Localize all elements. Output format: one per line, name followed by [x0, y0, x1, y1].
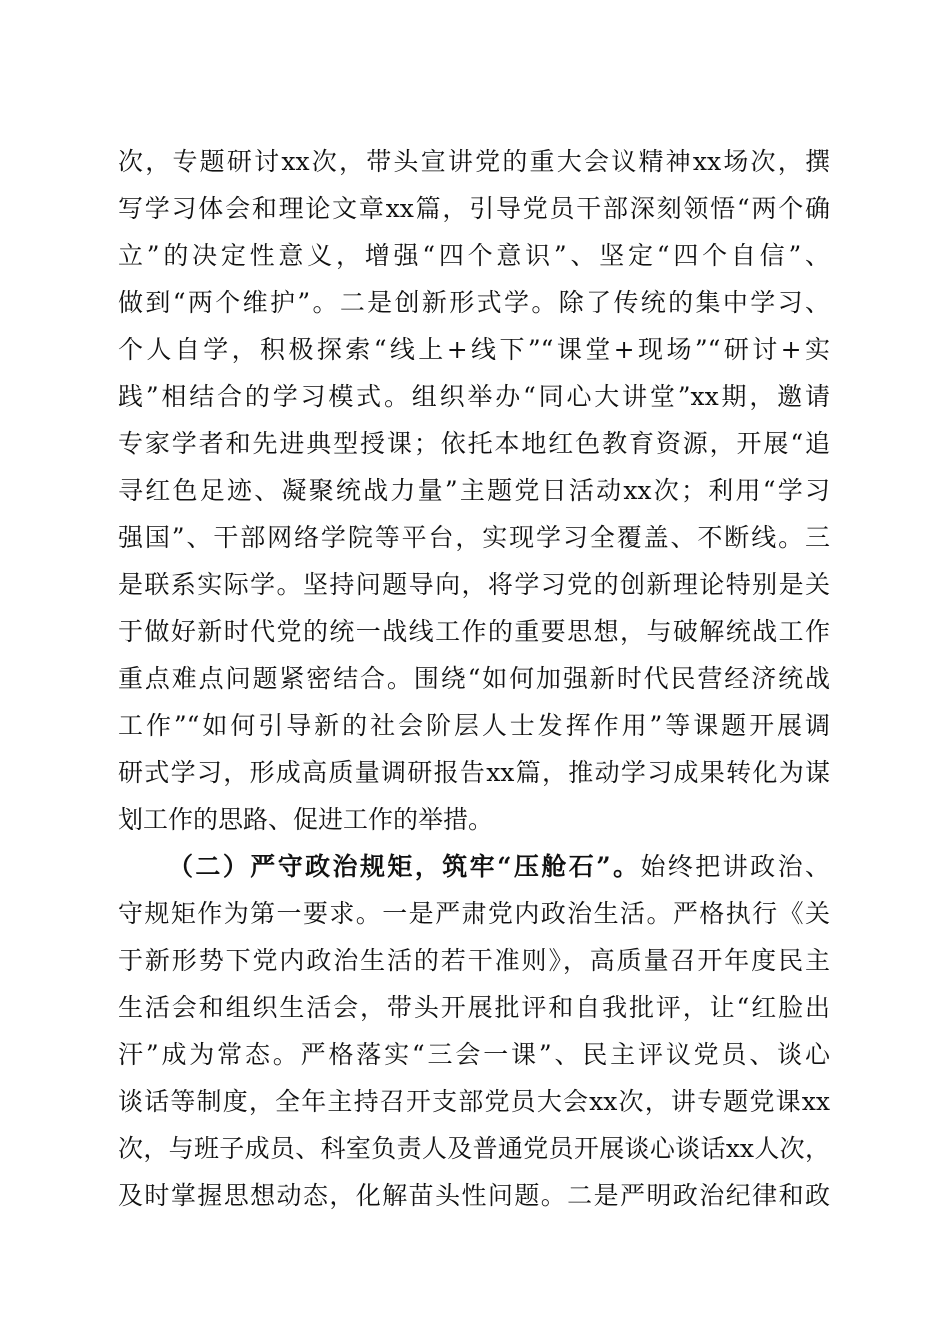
text-line: 是联系实际学。坚持问题导向，将学习党的创新理论特别是关 — [118, 570, 830, 599]
text-line: 划工作的思路、促进工作的举措。 — [118, 805, 494, 834]
text-line: 强国”、干部网络学院等平台，实现学习全覆盖、不断线。三 — [118, 523, 830, 552]
text-line: 次，与班子成员、科室负责人及普通党员开展谈心谈话xx人次， — [118, 1134, 830, 1163]
text-line: 于做好新时代党的统一战线工作的重要思想，与破解统战工作 — [118, 617, 830, 646]
text-line — [168, 847, 830, 887]
text-line: 汗”成为常态。严格落实“三会一课”、民主评议党员、谈心 — [118, 1040, 830, 1069]
section-heading: （二）严守政治规矩，筑牢“压舱石”。 — [168, 852, 641, 881]
text-line: 研式学习，形成高质量调研报告xx篇，推动学习成果转化为谋 — [118, 758, 830, 787]
text-line: 谈话等制度，全年主持召开支部党员大会xx次，讲专题党课xx — [118, 1087, 830, 1116]
text-line: 寻红色足迹、凝聚统战力量”主题党日活动xx次；利用“学习 — [118, 476, 830, 505]
text-line: 践”相结合的学习模式。组织举办“同心大讲堂”xx期，邀请 — [118, 382, 830, 411]
text-line: 立”的决定性意义，增强“四个意识”、坚定“四个自信”、 — [118, 241, 830, 270]
text-line: 守规矩作为第一要求。一是严肃党内政治生活。严格执行《关 — [118, 899, 830, 928]
text-line: 次，专题研讨xx次，带头宣讲党的重大会议精神xx场次，撰 — [118, 147, 830, 176]
text-line: 工作”“如何引导新的社会阶层人士发挥作用”等课题开展调 — [118, 711, 830, 740]
text-line: 写学习体会和理论文章xx篇，引导党员干部深刻领悟“两个确 — [118, 194, 830, 223]
text-line: 专家学者和先进典型授课；依托本地红色教育资源，开展“追 — [118, 429, 830, 458]
text-line: 做到“两个维护”。二是创新形式学。除了传统的集中学习、 — [118, 288, 830, 317]
text-line: 及时掌握思想动态，化解苗头性问题。二是严明政治纪律和政 — [118, 1181, 830, 1210]
text-line: 于新形势下党内政治生活的若干准则》，高质量召开年度民主 — [118, 946, 830, 975]
heading-line-rest: 始终把讲政治、 — [640, 852, 830, 881]
text-line: 个人自学，积极探索“线上+线下”“课堂+现场”“研讨+实 — [118, 335, 830, 364]
text-line: 重点难点问题紧密结合。围绕“如何加强新时代民营经济统战 — [118, 664, 830, 693]
text-line: 生活会和组织生活会，带头开展批评和自我批评，让“红脸出 — [118, 993, 830, 1022]
